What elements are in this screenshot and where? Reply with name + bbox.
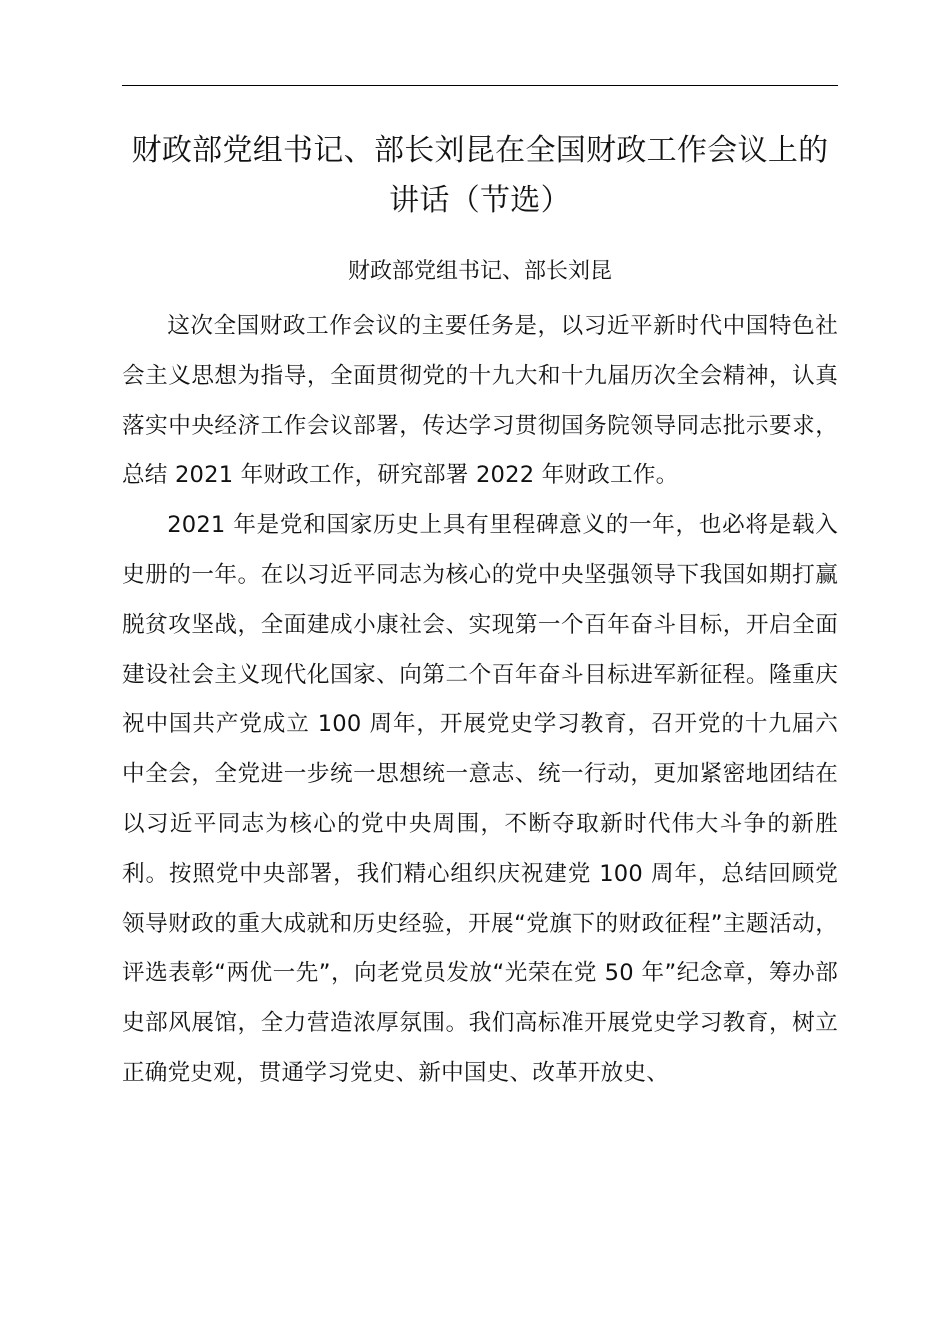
author-line: 财政部党组书记、部长刘昆: [347, 259, 612, 284]
body-paragraph-2: 2021 年是党和国家历史上具有里程碑意义的一年，也必将是载入史册的一年。在以习近平同志为核心的党中央坚强领导下我国如期打赢脱贫攻坚战，全面建成小康社会、实现第一个百年奋斗目标，开启全面建设社会主义现代化国家、向第二个百年奋斗目标进军新征程。隆重庆祝中国共产党成立 100 周年，开展党史学习教育，召开党的十九届六中全会，全党进一步统一思想统一意志、统一行动，更加紧密地团结在以习近平同志为核心的党中央周围，不断夺取新时代伟大斗争的新胜利。按照党中央部署，我们精心组织庆祝建党 100 周年，总结回顾党领导财政的重大成就和历史经验，开展“党旗下的财政征程”主题活动，评选表彰“两优一先”，向老党员发放“光荣在党 50 年”纪念章，筹办部史部风展馆，全力营造浓厚氛围。我们高标准开展党史学习教育，树立正确党史观，贯通学习党史、新中国史、改革开放史、: [122, 512, 838, 1086]
header-rule: [122, 85, 838, 86]
document-body: [122, 302, 838, 1099]
body-paragraph-1: 这次全国财政工作会议的主要任务是，以习近平新时代中国特色社会主义思想为指导，全面贯彻党的十九大和十九届历次全会精神，认真落实中央经济工作会议部署，传达学习贯彻国务院领导同志批示要求，总结 2021 年财政工作，研究部署 2022 年财政工作。: [122, 313, 838, 489]
document-title: 财政部党组书记、部长刘昆在全国财政工作会议上的讲话（节选）: [131, 133, 829, 218]
